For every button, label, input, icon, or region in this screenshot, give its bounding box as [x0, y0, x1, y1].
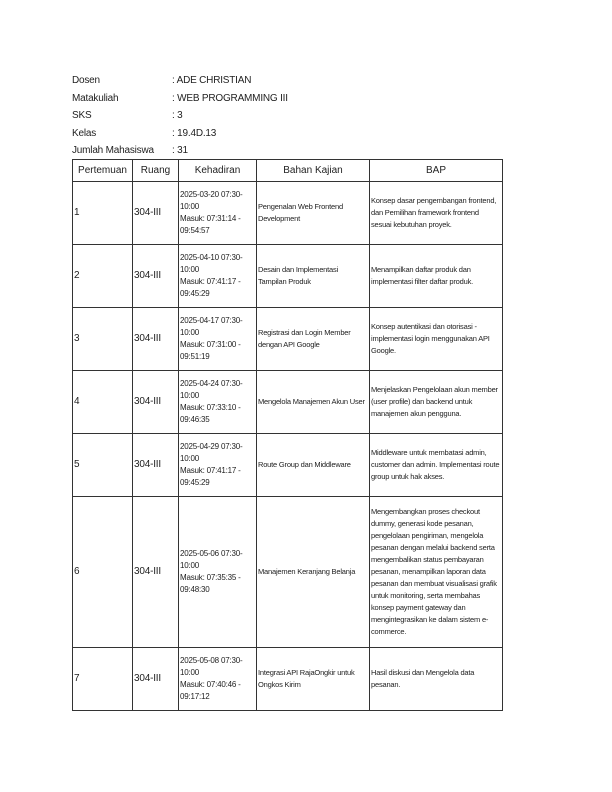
bahan-kajian-cell: Integrasi API RajaOngkir untuk Ongkos Kirim: [257, 648, 370, 711]
kehadiran-cell: [179, 245, 257, 308]
kehadiran-cell: [179, 371, 257, 434]
table-header-row: [73, 160, 503, 182]
info-row-dosen: [72, 72, 452, 90]
kelas-value: : 19.4D.13: [172, 127, 217, 139]
table-row: [73, 648, 503, 711]
bap-cell: Menjelaskan Pengelolaan akun member (user profile) dan backend untuk manajemen akun pengguna.: [370, 371, 503, 434]
jadwal-text: 2025-04-29 07:30-10:00: [180, 442, 243, 463]
ruang-cell: 304-III: [133, 245, 179, 308]
table-row: [73, 434, 503, 497]
bap-cell: Konsep autentikasi dan otorisasi - implementasi login menggunakan API Google.: [370, 308, 503, 371]
jumlah-mahasiswa-value: : 31: [172, 145, 188, 157]
bap-cell: Mengembangkan proses checkout dummy, generasi kode pesanan, pengelolaan pengiriman, mengelola pesanan dengan melalui backend serta mengembalikan status pembayaran pesanan, menampilkan laporan data pesanan dan membuat visualisasi grafik untuk monitoring, serta membahas konsep payment gateway dan mengintegrasikan ke dalam sistem e-commerce.: [370, 497, 503, 648]
bahan-kajian-cell: Registrasi dan Login Member dengan API Google: [257, 308, 370, 371]
ruang-cell: 304-III: [133, 371, 179, 434]
masuk-text: Masuk: 07:35:35 - 09:48:30: [180, 573, 241, 594]
jadwal-text: 2025-05-06 07:30-10:00: [180, 549, 243, 570]
matakuliah-value: : WEB PROGRAMMING III: [172, 92, 288, 104]
masuk-text: Masuk: 07:31:14 - 09:54:57: [180, 214, 241, 235]
kehadiran-cell: [179, 182, 257, 245]
header-kehadiran: Kehadiran: [179, 160, 257, 182]
pertemuan-cell: 6: [73, 497, 133, 648]
bahan-kajian-cell: Pengenalan Web Frontend Development: [257, 182, 370, 245]
jadwal-text: 2025-04-24 07:30-10:00: [180, 379, 243, 400]
info-row-jumlah: [72, 142, 452, 160]
bap-cell: Menampilkan daftar produk dan implementasi filter daftar produk.: [370, 245, 503, 308]
course-info: [72, 72, 452, 160]
ruang-cell: 304-III: [133, 434, 179, 497]
kelas-label: Kelas: [72, 127, 97, 139]
masuk-text: Masuk: 07:33:10 - 09:46:35: [180, 403, 241, 424]
bahan-kajian-cell: Route Group dan Middleware: [257, 434, 370, 497]
ruang-cell: 304-III: [133, 648, 179, 711]
pertemuan-cell: 2: [73, 245, 133, 308]
info-row-kelas: [72, 125, 452, 143]
jadwal-text: 2025-04-17 07:30-10:00: [180, 316, 243, 337]
pertemuan-cell: 5: [73, 434, 133, 497]
bahan-kajian-cell: Desain dan Implementasi Tampilan Produk: [257, 245, 370, 308]
masuk-text: Masuk: 07:40:46 - 09:17:12: [180, 680, 241, 701]
table-row: [73, 371, 503, 434]
header-pertemuan: Pertemuan: [73, 160, 133, 182]
pertemuan-cell: 3: [73, 308, 133, 371]
masuk-text: Masuk: 07:41:17 - 09:45:29: [180, 466, 241, 487]
matakuliah-label: Matakuliah: [72, 92, 119, 104]
pertemuan-cell: 1: [73, 182, 133, 245]
bahan-kajian-cell: Mengelola Manajemen Akun User: [257, 371, 370, 434]
jadwal-text: 2025-03-20 07:30-10:00: [180, 190, 243, 211]
sks-value: : 3: [172, 110, 183, 122]
jadwal-text: 2025-04-10 07:30-10:00: [180, 253, 243, 274]
header-bahan-kajian: Bahan Kajian: [257, 160, 370, 182]
kehadiran-cell: [179, 648, 257, 711]
table-row: [73, 245, 503, 308]
table-row: [73, 308, 503, 371]
ruang-cell: 304-III: [133, 182, 179, 245]
bahan-kajian-cell: Manajemen Keranjang Belanja: [257, 497, 370, 648]
jumlah-mahasiswa-label: Jumlah Mahasiswa: [72, 145, 154, 157]
masuk-text: Masuk: 07:31:00 - 09:51:19: [180, 340, 241, 361]
sks-label: SKS: [72, 110, 92, 122]
dosen-value: : ADE CHRISTIAN: [172, 75, 252, 87]
header-ruang: Ruang: [133, 160, 179, 182]
bap-cell: Konsep dasar pengembangan frontend, dan Pemilihan framework frontend sesuai kebutuhan proyek.: [370, 182, 503, 245]
info-row-matakuliah: [72, 90, 452, 108]
pertemuan-cell: 4: [73, 371, 133, 434]
table-row: [73, 182, 503, 245]
ruang-cell: 304-III: [133, 497, 179, 648]
kehadiran-cell: [179, 308, 257, 371]
header-bap: BAP: [370, 160, 503, 182]
pertemuan-cell: 7: [73, 648, 133, 711]
masuk-text: Masuk: 07:41:17 - 09:45:29: [180, 277, 241, 298]
dosen-label: Dosen: [72, 75, 100, 87]
bap-cell: Middleware untuk membatasi admin, customer dan admin. Implementasi route group untuk hak akses.: [370, 434, 503, 497]
jadwal-text: 2025-05-08 07:30-10:00: [180, 656, 243, 677]
kehadiran-cell: [179, 497, 257, 648]
table-row: [73, 497, 503, 648]
ruang-cell: 304-III: [133, 308, 179, 371]
bap-table: [72, 159, 503, 711]
info-row-sks: [72, 107, 452, 125]
kehadiran-cell: [179, 434, 257, 497]
bap-cell: Hasil diskusi dan Mengelola data pesanan.: [370, 648, 503, 711]
